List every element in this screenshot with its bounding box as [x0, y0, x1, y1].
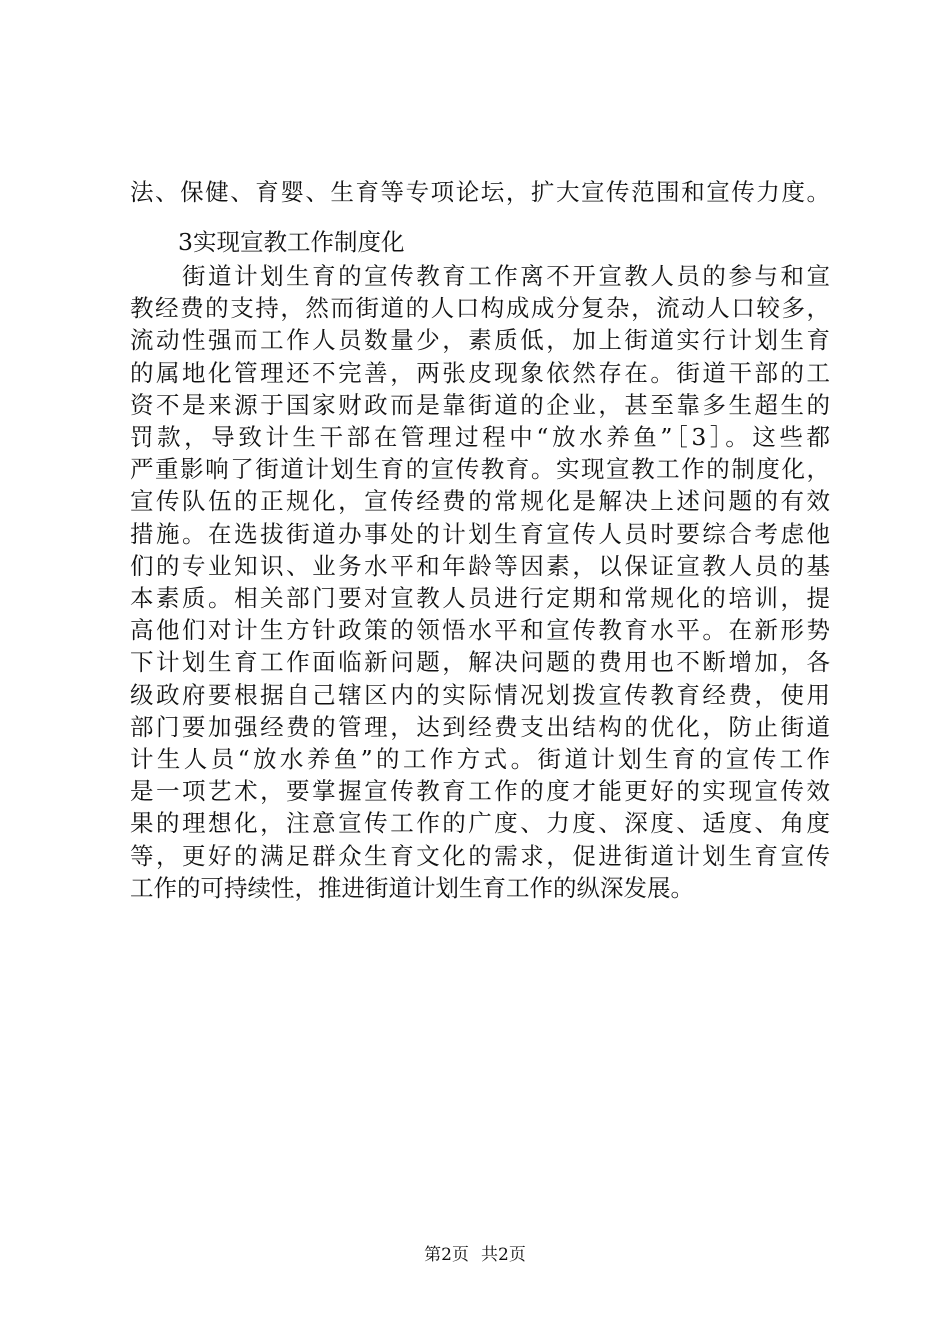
paragraph-line: 部门要加强经费的管理，达到经费支出结构的优化，防止街道	[130, 712, 830, 741]
paragraph-line: 宣传队伍的正规化，宣传经费的常规化是解决上述问题的有效	[130, 487, 830, 516]
page-total: 共2页	[481, 1245, 526, 1265]
paragraph-line: 下计划生育工作面临新问题，解决问题的费用也不断增加，各	[130, 648, 830, 677]
paragraph-line: 高他们对计生方针政策的领悟水平和宣传教育水平。在新形势	[130, 616, 830, 645]
paragraph-line: 严重影响了街道计划生育的宣传教育。实现宣教工作的制度化，	[130, 455, 830, 484]
paragraph-line: 教经费的支持，然而街道的人口构成成分复杂，流动人口较多，	[130, 294, 830, 323]
paragraph-line: 本素质。相关部门要对宣教人员进行定期和常规化的培训，提	[130, 584, 830, 612]
paragraph-line: 措施。在选拔街道办事处的计划生育宣传人员时要综合考虑他	[130, 519, 830, 548]
paragraph-line: 果的理想化，注意宣传工作的广度、力度、深度、适度、角度	[130, 809, 830, 838]
paragraph-line: 流动性强而工作人员数量少，素质低，加上街道实行计划生育	[130, 326, 830, 355]
page-number: 第2页	[424, 1245, 469, 1265]
paragraph-line: 计生人员“放水养鱼”的工作方式。街道计划生育的宣传工作	[130, 745, 830, 773]
paragraph-line: 街道计划生育的宣传教育工作离不开宣教人员的参与和宣	[130, 262, 830, 290]
paragraph-line: 的属地化管理还不完善，两张皮现象依然存在。街道干部的工	[130, 358, 830, 387]
paragraph-line: 们的专业知识、业务水平和年龄等因素，以保证宣教人员的基	[130, 551, 830, 580]
paragraph-line: 级政府要根据自己辖区内的实际情况划拨宣传教育经费，使用	[130, 680, 830, 709]
paragraph-line: 等，更好的满足群众生育文化的需求，促进街道计划生育宣传	[130, 841, 830, 870]
paragraph-line: 罚款，导致计生干部在管理过程中“放水养鱼”［3］。这些都	[130, 423, 830, 451]
paragraph-line: 是一项艺术，要掌握宣传教育工作的度才能更好的实现宣传效	[130, 777, 830, 806]
paragraph-line: 法、保健、育婴、生育等专项论坛，扩大宣传范围和宣传力度。	[130, 178, 830, 206]
section-heading: 3实现宣教工作制度化	[178, 228, 405, 256]
paragraph-line: 资不是来源于国家财政而是靠街道的企业，甚至靠多生超生的	[130, 390, 830, 419]
page-footer	[0, 1244, 950, 1266]
paragraph-line: 工作的可持续性，推进街道计划生育工作的纵深发展。	[130, 873, 694, 902]
